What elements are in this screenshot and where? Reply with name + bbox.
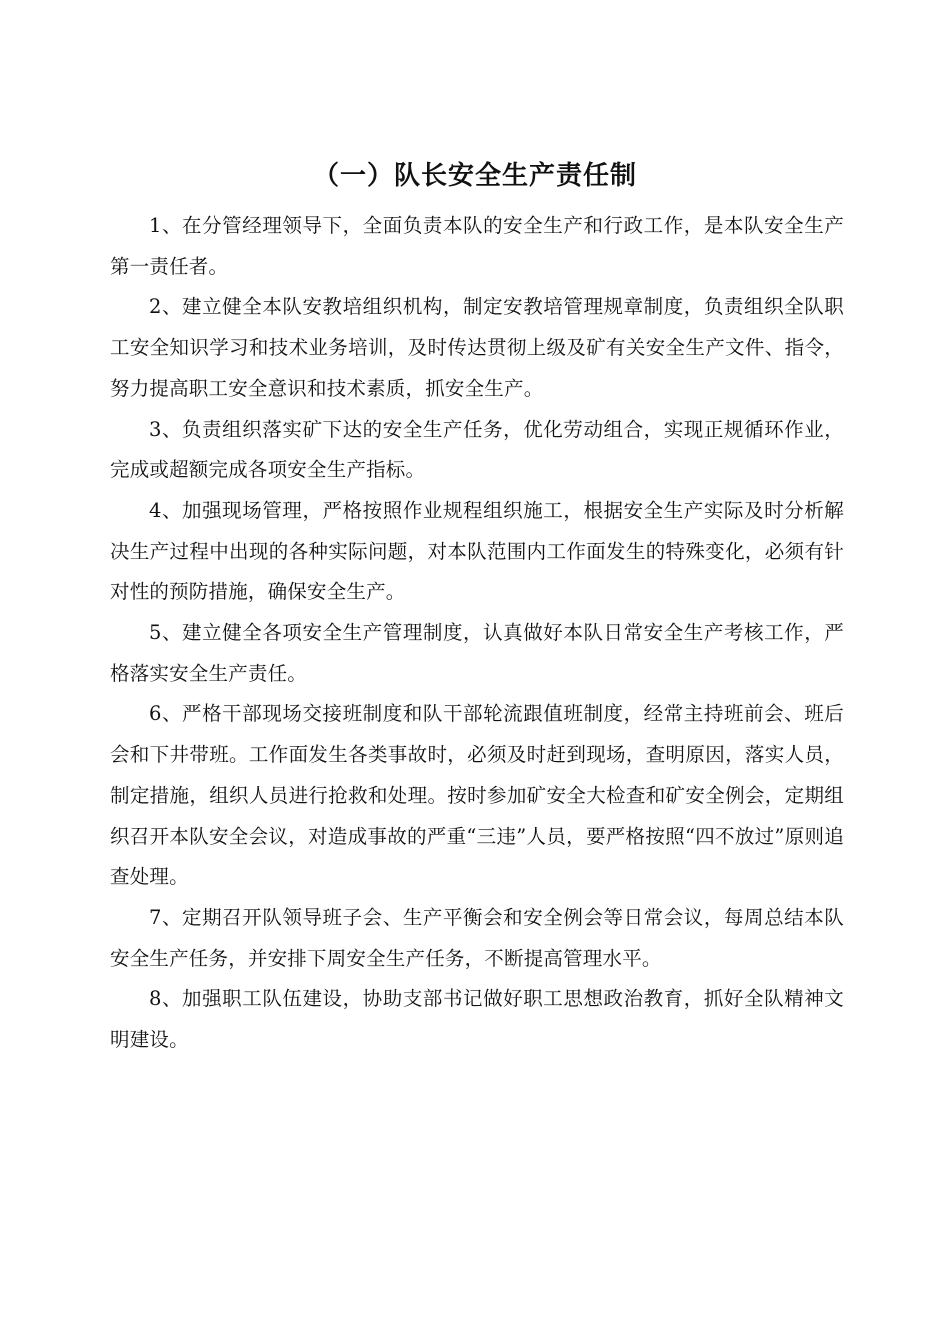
paragraph-5: 5、建立健全各项安全生产管理制度，认真做好本队日常安全生产考核工作，严格落实安全生产责任。 bbox=[110, 621, 844, 685]
paragraph-2: 2、建立健全本队安教培组织机构，制定安教培管理规章制度，负责组织全队职工安全知识学习和技术业务培训，及时传达贯彻上级及矿有关安全生产文件、指令，努力提高职工安全意识和技术素质，抓安全生产。 bbox=[110, 295, 844, 400]
paragraph-3: 3、负责组织落实矿下达的安全生产任务，优化劳动组合，实现正规循环作业，完成或超额完成各项安全生产指标。 bbox=[110, 417, 844, 482]
paragraph-1: 1、在分管经理领导下，全面负责本队的安全生产和行政工作，是本队安全生产第一责任者。 bbox=[110, 214, 844, 278]
paragraph-4: 4、加强现场管理，严格按照作业规程组织施工，根据安全生产实际及时分析解决生产过程中出现的各种实际问题，对本队范围内工作面发生的特殊变化，必须有针对性的预防措施，确保安全生产。 bbox=[110, 498, 844, 604]
document-title: （一）队长安全生产责任制 bbox=[312, 161, 637, 191]
document-body bbox=[110, 206, 844, 1061]
paragraph-8: 8、加强职工队伍建设，协助支部书记做好职工思想政治教育，抓好全队精神文明建设。 bbox=[110, 987, 844, 1052]
paragraph-7: 7、定期召开队领导班子会、生产平衡会和安全例会等日常会议，每周总结本队安全生产任务，并安排下周安全生产任务，不断提高管理水平。 bbox=[110, 905, 844, 970]
paragraph-6: 6、严格干部现场交接班制度和队干部轮流跟值班制度，经常主持班前会、班后会和下井带班。工作面发生各类事故时，必须及时赶到现场，查明原因，落实人员，制定措施，组织人员进行抢救和处理。按时参加矿安全大检查和矿安全例会，定期组织召开本队安全会议，对造成事故的严重“三违”人员，要严格按照“四不放过”原则追查处理。 bbox=[110, 702, 844, 889]
